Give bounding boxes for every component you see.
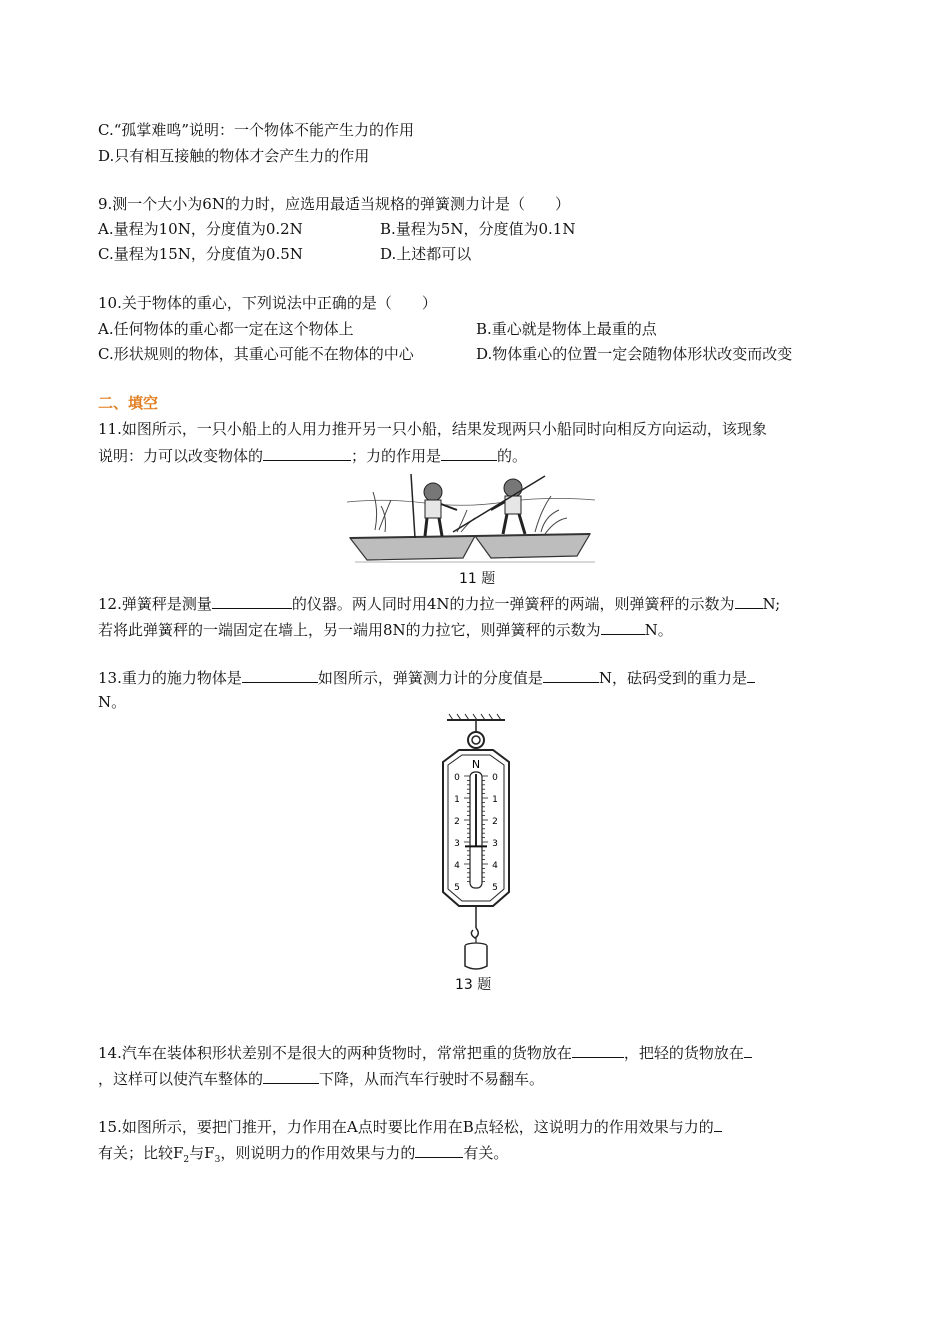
q10-option-c: C.形状规则的物体，其重心可能不在物体的中心 [98,345,414,363]
q13-text-b: 如图所示，弹簧测力计的分度值是 [317,669,543,687]
q11-line1: 11.如图所示，一只小船上的人用力推开另一只小船，结果发现两只小船同时向相反方向运动，该现象 [98,420,767,438]
q9-option-b: B.量程为5N，分度值为0.1N [380,220,576,238]
q13-blank-2[interactable] [543,666,599,683]
scale-tick-label-left: 0 [454,773,460,783]
q13-blank-3[interactable] [747,666,755,683]
q8-option-c: C.“孤掌难鸣”说明：一个物体不能产生力的作用 [98,121,415,139]
q9-option-a: A.量程为10N，分度值为0.2N [98,220,303,238]
q11-caption: 11 题 [459,571,496,587]
q9-stem: 9.测一个大小为6N的力时，应选用最适当规格的弹簧测力计是（ ） [98,195,570,213]
q15-line2 [98,1141,508,1170]
q14-text-d: 下降，从而汽车行驶时不易翻车。 [319,1070,545,1088]
q15-line1 [98,1115,722,1137]
q12-text-a: 12.弹簧秤是测量 [98,595,212,613]
q12-blank-1[interactable] [212,592,292,609]
scale-tick-label-left: 3 [454,839,460,849]
q11-blank-2[interactable] [441,444,497,461]
q8-option-d: D.只有相互接触的物体才会产生力的作用 [98,147,370,165]
q15-sub-3: 3 [214,1155,221,1165]
q14-blank-2[interactable] [744,1041,752,1058]
q9-option-c: C.量程为15N，分度值为0.5N [98,245,303,263]
q13-caption: 13 题 [455,977,492,993]
q14-blank-3[interactable] [263,1067,319,1084]
q12-text-e: N。 [644,621,673,639]
q15-blank-2[interactable] [415,1141,463,1158]
scale-tick-label-left: 5 [454,883,460,893]
q15-blank-1[interactable] [714,1115,722,1132]
scale-tick-label-left: 1 [454,795,460,805]
q15-text-a: 15.如图所示，要把门推开，力作用在A点时要比作用在B点轻松，这说明力的作用效果与力的 [98,1118,714,1136]
boats-figure [345,470,605,570]
q14-text-a: 14.汽车在装体积形状差别不是很大的两种货物时，常常把重的货物放在 [98,1044,572,1062]
q14-text-c: ，这样可以使汽车整体的 [98,1070,264,1088]
q10-option-d: D.物体重心的位置一定会随物体形状改变而改变 [476,345,793,363]
q11-line2 [98,444,527,466]
q10-option-a: A.任何物体的重心都一定在这个物体上 [98,320,354,338]
spring-scale-figure [435,712,515,974]
q12-blank-2[interactable] [735,592,763,609]
q15-text-c: 与F [189,1144,215,1162]
q11-text-a: 说明：力可以改变物体的 [98,447,264,465]
q13-text-c: N，砝码受到的重力是 [598,669,748,687]
scale-unit-label: N [471,758,481,771]
q15-text-e: 有关。 [463,1144,509,1162]
q12-text-d: 若将此弹簧秤的一端固定在墙上，另一端用8N的力拉它，则弹簧秤的示数为 [98,621,601,639]
q10-stem: 10.关于物体的重心，下列说法中正确的是（ ） [98,294,437,312]
scale-tick-label-right: 5 [492,883,498,893]
q12-blank-3[interactable] [601,618,645,635]
q10-option-b: B.重心就是物体上最重的点 [476,320,657,338]
scale-tick-label-left: 2 [454,817,460,827]
q12-text-b: 的仪器。两人同时用4N的力拉一弹簧秤的两端，则弹簧秤的示数为 [291,595,735,613]
q12-text-c: N; [762,595,781,613]
q14-text-b: ，把轻的货物放在 [623,1044,744,1062]
q15-text-b: 有关；比较F [98,1144,184,1162]
q12-line2 [98,618,673,640]
q13-blank-1[interactable] [242,666,318,683]
scale-tick-label-left: 4 [454,861,460,871]
q14-line2 [98,1067,544,1089]
q11-text-b: ；力的作用是 [351,447,442,465]
q9-option-d: D.上述都可以 [380,245,472,263]
section-title: 二、填空 [98,394,159,412]
q13-line2: N。 [98,693,127,711]
scale-tick-label-right: 0 [492,773,498,783]
q15-sub-2: 2 [183,1155,190,1165]
q11-blank-1[interactable] [263,444,351,461]
q12-line1 [98,592,780,614]
scale-tick-label-right: 2 [492,817,498,827]
scale-tick-label-right: 3 [492,839,498,849]
scale-tick-label-right: 1 [492,795,498,805]
q11-text-c: 的。 [497,447,528,465]
q14-line1 [98,1041,752,1063]
q13-line1 [98,666,755,688]
scale-tick-label-right: 4 [492,861,498,871]
q15-text-d: ，则说明力的作用效果与力的 [220,1144,416,1162]
q14-blank-1[interactable] [572,1041,624,1058]
q13-text-a: 13.重力的施力物体是 [98,669,242,687]
